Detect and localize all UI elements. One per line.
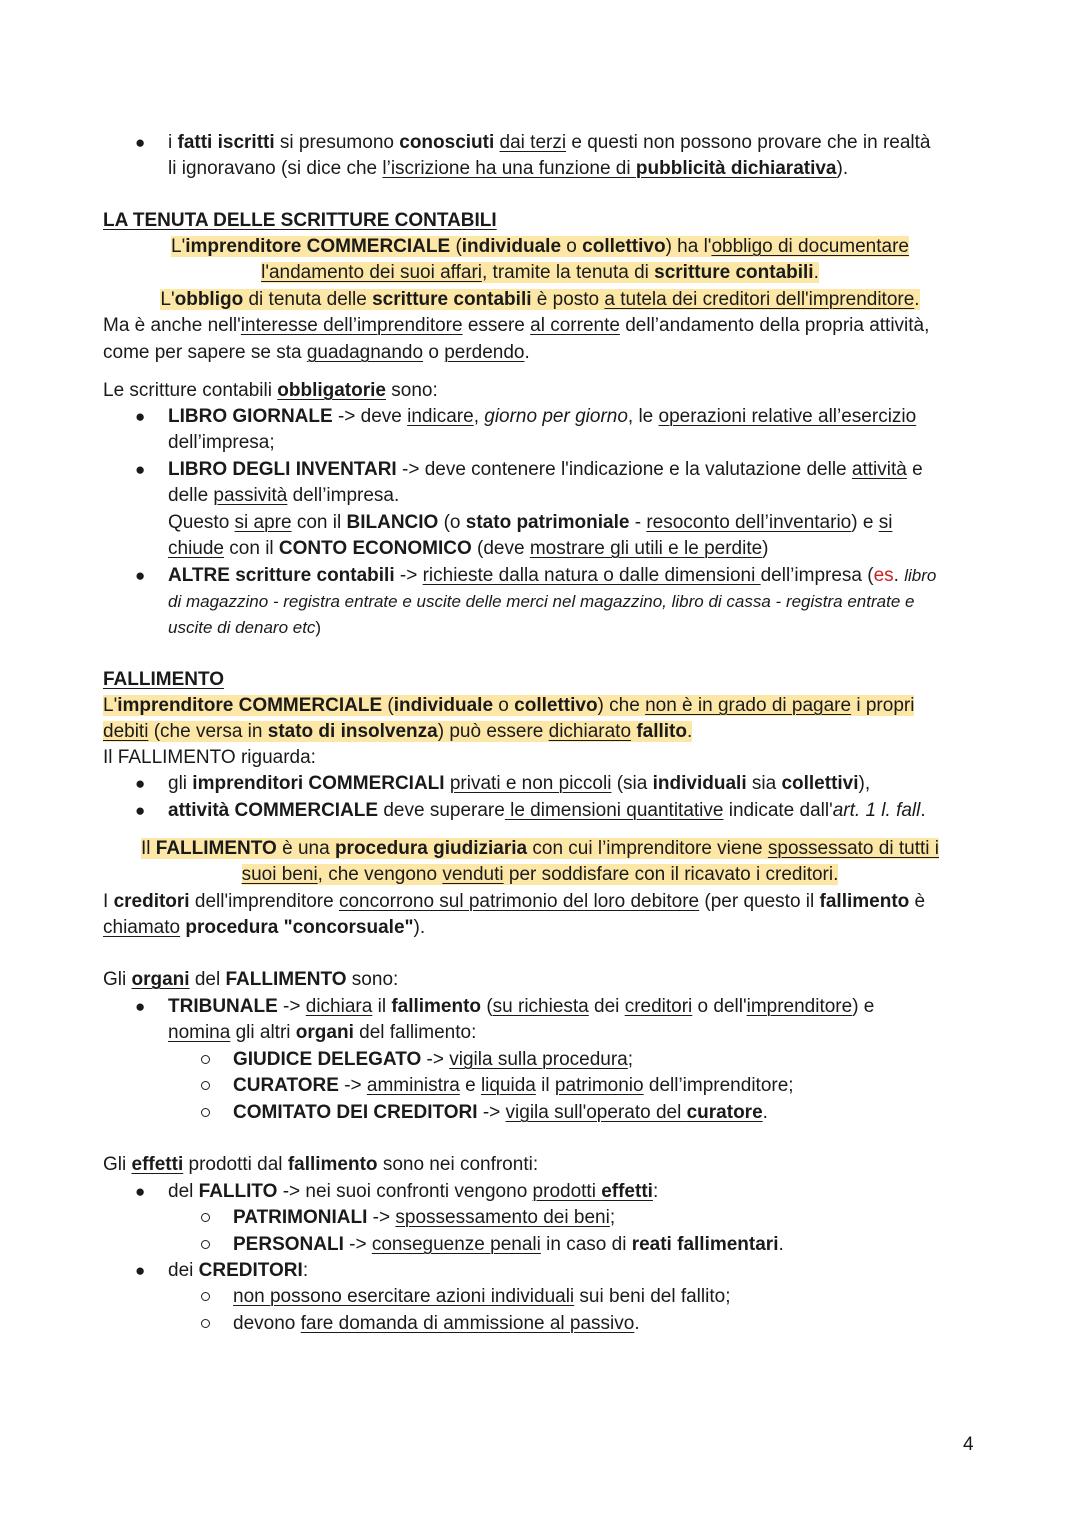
section-heading-fallimento: FALLIMENTO: [103, 669, 225, 690]
scritture-paragraph-1b: l'andamento dei suoi affari, tramite la tenuta di scritture contabili.: [261, 262, 819, 283]
effetti-creditori-azioni: non possono esercitare azioni individuali sui beni del fallito;: [233, 1286, 731, 1307]
scritture-paragraph-1a: L'imprenditore COMMERCIALE (individuale o collettivo) ha l'obbligo di documentare: [171, 236, 909, 257]
fallimento-paragraph-1a: L'imprenditore COMMERCIALE (individuale o collettivo) che non è in grado di pagare i propri: [103, 695, 915, 716]
organi-intro: Gli organi del FALLIMENTO sono:: [103, 969, 399, 990]
intro-line-2: li ignoravano (si dice che l’iscrizione ha una funzione di pubblicità dichiarativa).: [168, 158, 849, 179]
libro-inventari-line-2: delle passività dell’impresa.: [168, 485, 400, 506]
altre-scritture-line-1: ALTRE scritture contabili -> richieste dalla natura o dalle dimensioni dell’impresa (es. libro: [168, 565, 937, 586]
fallimento-bullet-1: gli imprenditori COMMERCIALI privati e non piccoli (sia individuali sia collettivi),: [168, 773, 871, 794]
effetti-creditori-domanda: devono fare domanda di ammissione al passivo.: [233, 1313, 640, 1334]
tribunale-line-1: TRIBUNALE -> dichiara il fallimento (su richiesta dei creditori o dell'imprenditore) e: [168, 996, 875, 1017]
altre-scritture-line-2: di magazzino - registra entrate e uscite delle merci nel magazzino, libro di cassa - registra entrate e: [168, 592, 915, 611]
sub-bullet-circle: [201, 1292, 210, 1301]
section-heading-scritture: LA TENUTA DELLE SCRITTURE CONTABILI: [103, 210, 497, 231]
fallimento-paragraph-4a: I creditori dell'imprenditore concorrono sul patrimonio del loro debitore (per questo il fallimento è: [103, 891, 926, 912]
scritture-paragraph-3a: Ma è anche nell'interesse dell’imprenditore essere al corrente dell’andamento della propria attività,: [103, 315, 930, 336]
bullet-dot: ●: [135, 997, 146, 1016]
scritture-paragraph-2: L'obbligo di tenuta delle scritture contabili è posto a tutela dei creditori dell'imprenditore.: [160, 289, 920, 310]
bullet-dot: ●: [135, 566, 146, 585]
bullet-dot: ●: [135, 1261, 146, 1280]
tribunale-line-2: nomina gli altri organi del fallimento:: [168, 1022, 477, 1043]
bullet-dot: ●: [135, 407, 146, 426]
bullet-dot: ●: [135, 460, 146, 479]
fallimento-paragraph-3a: Il FALLIMENTO è una procedura giudiziaria con cui l’imprenditore viene spossessato di tutti i: [141, 838, 939, 859]
scritture-paragraph-3b: come per sapere se sta guadagnando o perdendo.: [103, 342, 530, 363]
effetti-intro: Gli effetti prodotti dal fallimento sono nei confronti:: [103, 1154, 539, 1175]
sub-bullet-circle: [201, 1319, 210, 1328]
organo-comitato-creditori: COMITATO DEI CREDITORI -> vigila sull'operato del curatore.: [233, 1102, 768, 1123]
libro-giornale-line-1: LIBRO GIORNALE -> deve indicare, giorno per giorno, le operazioni relative all’esercizio: [168, 406, 917, 427]
bullet-dot: ●: [135, 133, 146, 152]
scritture-list-intro: Le scritture contabili obbligatorie sono:: [103, 380, 438, 401]
sub-bullet-circle: [201, 1213, 210, 1222]
bullet-dot: ●: [135, 1182, 146, 1201]
altre-scritture-line-3: uscite di denaro etc): [168, 618, 322, 637]
page-number: 4: [963, 1434, 974, 1455]
sub-bullet-circle: [201, 1108, 210, 1117]
effetti-fallito: del FALLITO -> nei suoi confronti vengono prodotti effetti:: [168, 1181, 659, 1202]
effetti-patrimoniali: PATRIMONIALI -> spossessamento dei beni;: [233, 1207, 616, 1228]
sub-bullet-circle: [201, 1081, 210, 1090]
fallimento-paragraph-4b: chiamato procedura "concorsuale").: [103, 917, 426, 938]
fallimento-paragraph-2: Il FALLIMENTO riguarda:: [103, 747, 316, 768]
libro-giornale-line-2: dell’impresa;: [168, 432, 275, 453]
organo-curatore: CURATORE -> amministra e liquida il patrimonio dell’imprenditore;: [233, 1075, 794, 1096]
sub-bullet-circle: [201, 1055, 210, 1064]
fallimento-paragraph-3b: suoi beni, che vengono venduti per soddisfare con il ricavato i creditori.: [241, 864, 839, 885]
organo-giudice-delegato: GIUDICE DELEGATO -> vigila sulla procedura;: [233, 1049, 634, 1070]
intro-line-1: i fatti iscritti si presumono conosciuti dai terzi e questi non possono provare che in realtà: [168, 132, 931, 153]
sub-bullet-circle: [201, 1240, 210, 1249]
bullet-dot: ●: [135, 774, 146, 793]
fallimento-bullet-2: attività COMMERCIALE deve superare le dimensioni quantitative indicate dall'art. 1 l. fall.: [168, 800, 926, 821]
libro-inventari-line-1: LIBRO DEGLI INVENTARI -> deve contenere l'indicazione e la valutazione delle attività e: [168, 459, 923, 480]
effetti-personali: PERSONALI -> conseguenze penali in caso di reati fallimentari.: [233, 1234, 784, 1255]
libro-inventari-line-4: chiude con il CONTO ECONOMICO (deve mostrare gli utili e le perdite): [168, 538, 769, 559]
bullet-dot: ●: [135, 801, 146, 820]
effetti-creditori: dei CREDITORI:: [168, 1260, 309, 1281]
fallimento-paragraph-1b: debiti (che versa in stato di insolvenza) può essere dichiarato fallito.: [103, 721, 693, 742]
libro-inventari-line-3: Questo si apre con il BILANCIO (o stato patrimoniale - resoconto dell’inventario) e si: [168, 512, 893, 533]
